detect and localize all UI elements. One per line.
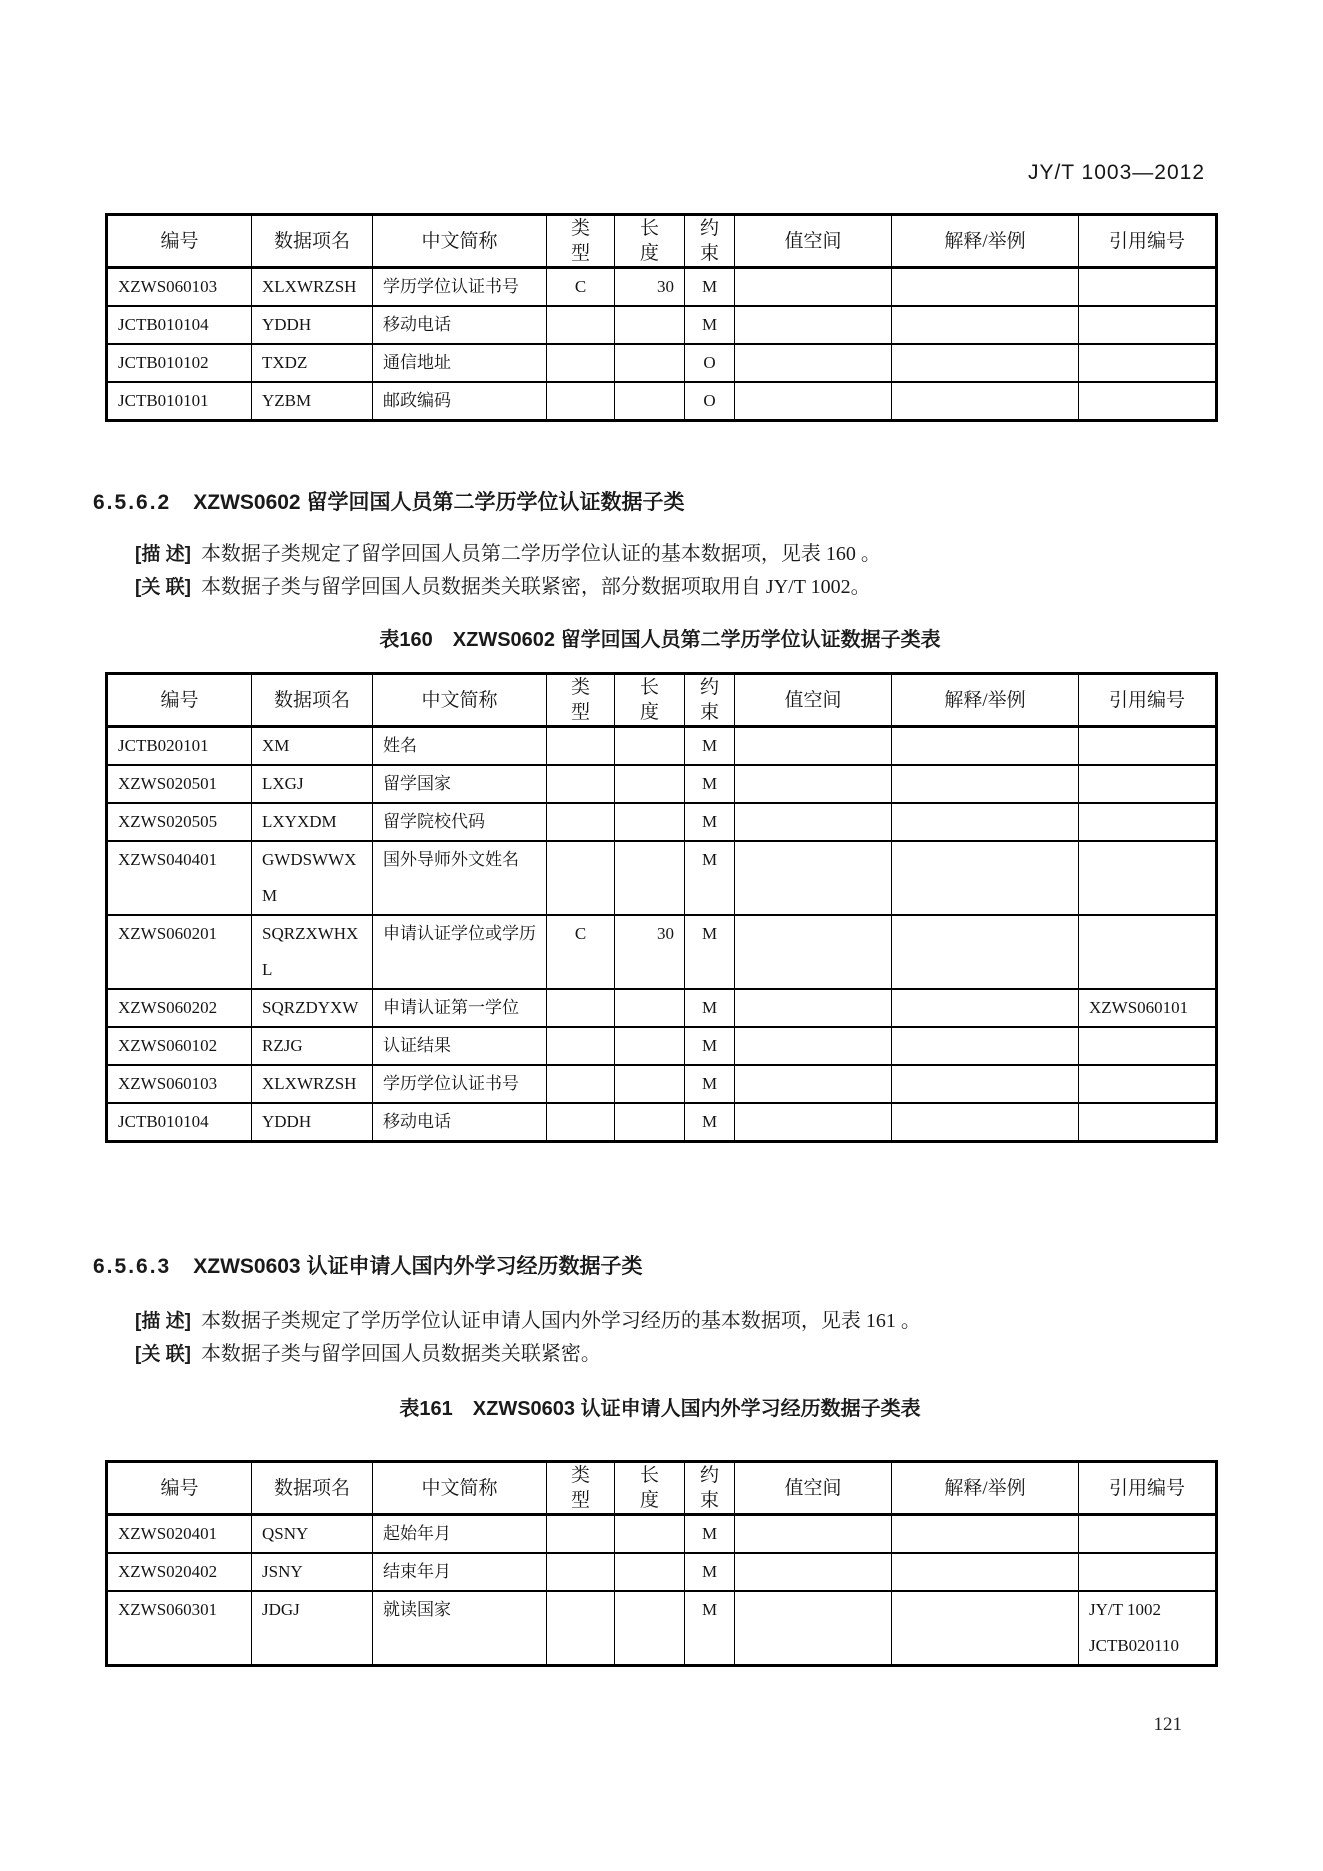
table-cell bbox=[735, 765, 892, 803]
table-cell bbox=[735, 915, 892, 989]
table-row bbox=[107, 727, 1217, 766]
table-cell: 结束年月 bbox=[373, 1553, 547, 1591]
column-header: 长度 bbox=[615, 215, 685, 268]
table-cell bbox=[615, 382, 685, 421]
table-cell: XZWS060101 bbox=[1079, 989, 1217, 1027]
table-cell bbox=[735, 841, 892, 915]
table-cell: JY/T 1002 JCTB020110 bbox=[1079, 1591, 1217, 1666]
table-cell bbox=[735, 1515, 892, 1554]
table-cell: M bbox=[685, 1553, 735, 1591]
table-cell: C bbox=[547, 268, 615, 307]
table-cell: GWDSWWXM bbox=[252, 841, 373, 915]
table-cell: YDDH bbox=[252, 306, 373, 344]
table-cell: 邮政编码 bbox=[373, 382, 547, 421]
section-number: 6.5.6.2 bbox=[93, 491, 172, 514]
column-header: 数据项名 bbox=[252, 215, 373, 268]
table-row bbox=[107, 989, 1217, 1027]
table-cell bbox=[892, 1553, 1079, 1591]
column-header: 约束 bbox=[685, 1462, 735, 1515]
table-cell: 30 bbox=[615, 268, 685, 307]
table-cell bbox=[892, 1027, 1079, 1065]
table-cell: 留学院校代码 bbox=[373, 803, 547, 841]
header-row bbox=[107, 215, 1217, 268]
paragraph-text: 本数据子类规定了学历学位认证申请人国内外学习经历的基本数据项，见表 161 。 bbox=[200, 1310, 921, 1332]
table-cell bbox=[547, 1591, 615, 1666]
table-cell: JSNY bbox=[252, 1553, 373, 1591]
table-cell: 就读国家 bbox=[373, 1591, 547, 1666]
table-row bbox=[107, 1515, 1217, 1554]
table-cell bbox=[547, 803, 615, 841]
table-cell bbox=[547, 1065, 615, 1103]
column-header: 编号 bbox=[107, 1462, 252, 1515]
table-cell bbox=[735, 1553, 892, 1591]
table-cell: JCTB010104 bbox=[107, 1103, 252, 1142]
table-cell: M bbox=[685, 915, 735, 989]
table-cell: XZWS060202 bbox=[107, 989, 252, 1027]
table-cell bbox=[1079, 344, 1217, 382]
table-cell bbox=[735, 1027, 892, 1065]
table-cell bbox=[547, 727, 615, 766]
table-cell: M bbox=[685, 1027, 735, 1065]
table-cell: JCTB010102 bbox=[107, 344, 252, 382]
column-header: 解释/举例 bbox=[892, 215, 1079, 268]
table-row bbox=[107, 268, 1217, 307]
table-cell: JCTB010101 bbox=[107, 382, 252, 421]
table-cell bbox=[547, 306, 615, 344]
table-row bbox=[107, 1065, 1217, 1103]
table-cell bbox=[892, 727, 1079, 766]
table-cell: M bbox=[685, 1515, 735, 1554]
table-cell bbox=[1079, 915, 1217, 989]
data-table-continued bbox=[105, 213, 1218, 422]
table-cell: O bbox=[685, 344, 735, 382]
column-header: 中文简称 bbox=[373, 215, 547, 268]
table-cell: 国外导师外文姓名 bbox=[373, 841, 547, 915]
table-cell: M bbox=[685, 841, 735, 915]
table-cell: M bbox=[685, 1065, 735, 1103]
table-cell: M bbox=[685, 727, 735, 766]
table-cell bbox=[1079, 1553, 1217, 1591]
table-cell: JCTB020101 bbox=[107, 727, 252, 766]
column-header: 数据项名 bbox=[252, 674, 373, 727]
table-cell: XZWS020501 bbox=[107, 765, 252, 803]
table-cell: 申请认证第一学位 bbox=[373, 989, 547, 1027]
paragraph-label: [关 联] bbox=[135, 1344, 191, 1365]
table-cell: QSNY bbox=[252, 1515, 373, 1554]
column-header: 引用编号 bbox=[1079, 674, 1217, 727]
table-cell bbox=[735, 1103, 892, 1142]
table-cell: XZWS020401 bbox=[107, 1515, 252, 1554]
table-cell bbox=[892, 382, 1079, 421]
table-caption-160 bbox=[105, 623, 1215, 652]
table-caption-title: XZWS0602 留学回国人员第二学历学位认证数据子类表 bbox=[452, 629, 941, 651]
table-cell: YZBM bbox=[252, 382, 373, 421]
table-cell: 姓名 bbox=[373, 727, 547, 766]
column-header: 类型 bbox=[547, 215, 615, 268]
table-cell bbox=[735, 803, 892, 841]
table-cell: 起始年月 bbox=[373, 1515, 547, 1554]
table-cell bbox=[1079, 765, 1217, 803]
paragraph-label: [关 联] bbox=[135, 577, 191, 598]
standard-code: JY/T 1003—2012 bbox=[1027, 161, 1205, 184]
table-cell bbox=[892, 765, 1079, 803]
column-header: 解释/举例 bbox=[892, 1462, 1079, 1515]
relation-paragraph bbox=[135, 570, 871, 599]
table-cell: M bbox=[685, 803, 735, 841]
table-cell: RZJG bbox=[252, 1027, 373, 1065]
table-cell: XLXWRZSH bbox=[252, 268, 373, 307]
table-cell bbox=[547, 1515, 615, 1554]
table-caption-161 bbox=[105, 1392, 1215, 1421]
table-cell bbox=[735, 344, 892, 382]
column-header: 长度 bbox=[615, 1462, 685, 1515]
table-cell: LXYXDM bbox=[252, 803, 373, 841]
paragraph-text: 本数据子类规定了留学回国人员第二学历学位认证的基本数据项，见表 160 。 bbox=[200, 543, 881, 565]
table-row bbox=[107, 1103, 1217, 1142]
table-caption-number: 表161 bbox=[399, 1398, 453, 1420]
table-cell bbox=[615, 727, 685, 766]
table-cell: SQRZXWHXL bbox=[252, 915, 373, 989]
table-cell bbox=[615, 1027, 685, 1065]
column-header: 约束 bbox=[685, 215, 735, 268]
table-cell: XZWS020402 bbox=[107, 1553, 252, 1591]
column-header: 中文简称 bbox=[373, 674, 547, 727]
column-header: 约束 bbox=[685, 674, 735, 727]
table-cell: SQRZDYXW bbox=[252, 989, 373, 1027]
table-cell bbox=[892, 306, 1079, 344]
table-cell: M bbox=[685, 989, 735, 1027]
table-cell: XZWS060102 bbox=[107, 1027, 252, 1065]
table-cell bbox=[1079, 727, 1217, 766]
table-row bbox=[107, 803, 1217, 841]
table-cell: 学历学位认证书号 bbox=[373, 268, 547, 307]
table-row bbox=[107, 1553, 1217, 1591]
table-cell bbox=[735, 382, 892, 421]
section-heading-6-5-6-2 bbox=[93, 486, 684, 516]
table-cell bbox=[615, 1591, 685, 1666]
table-cell bbox=[1079, 382, 1217, 421]
table-cell bbox=[1079, 841, 1217, 915]
table-cell bbox=[892, 344, 1079, 382]
table-cell bbox=[892, 1515, 1079, 1554]
table-cell bbox=[615, 1103, 685, 1142]
table-cell: O bbox=[685, 382, 735, 421]
table-cell bbox=[892, 268, 1079, 307]
column-header: 值空间 bbox=[735, 674, 892, 727]
table-cell: XLXWRZSH bbox=[252, 1065, 373, 1103]
table-cell bbox=[735, 306, 892, 344]
data-table-160 bbox=[105, 672, 1218, 1143]
paragraph-label: [描 述] bbox=[135, 1311, 191, 1332]
section-title: XZWS0602 留学回国人员第二学历学位认证数据子类 bbox=[193, 491, 685, 514]
column-header: 引用编号 bbox=[1079, 1462, 1217, 1515]
table-cell bbox=[615, 989, 685, 1027]
table-cell bbox=[547, 989, 615, 1027]
table-cell: 申请认证学位或学历 bbox=[373, 915, 547, 989]
table-cell: XM bbox=[252, 727, 373, 766]
table-cell bbox=[547, 841, 615, 915]
table-cell: XZWS040401 bbox=[107, 841, 252, 915]
table-cell bbox=[892, 841, 1079, 915]
table-cell bbox=[1079, 1515, 1217, 1554]
table-cell bbox=[892, 915, 1079, 989]
table-cell: TXDZ bbox=[252, 344, 373, 382]
table-cell bbox=[1079, 306, 1217, 344]
column-header: 编号 bbox=[107, 215, 252, 268]
table-cell: XZWS020505 bbox=[107, 803, 252, 841]
table-cell bbox=[1079, 268, 1217, 307]
table-cell bbox=[547, 1027, 615, 1065]
table-cell bbox=[547, 1553, 615, 1591]
column-header: 编号 bbox=[107, 674, 252, 727]
table-row bbox=[107, 306, 1217, 344]
table-cell bbox=[892, 803, 1079, 841]
table-row bbox=[107, 841, 1217, 915]
table-cell bbox=[615, 1553, 685, 1591]
table-cell bbox=[1079, 1027, 1217, 1065]
column-header: 长度 bbox=[615, 674, 685, 727]
column-header: 类型 bbox=[547, 674, 615, 727]
table-cell: JCTB010104 bbox=[107, 306, 252, 344]
table-cell bbox=[1079, 1103, 1217, 1142]
table-cell: C bbox=[547, 915, 615, 989]
table-cell: XZWS060301 bbox=[107, 1591, 252, 1666]
table-cell: M bbox=[685, 1103, 735, 1142]
table-cell: 移动电话 bbox=[373, 306, 547, 344]
table-cell bbox=[615, 841, 685, 915]
table-cell bbox=[735, 989, 892, 1027]
table-cell: XZWS060201 bbox=[107, 915, 252, 989]
table-cell bbox=[615, 1065, 685, 1103]
table-cell bbox=[735, 727, 892, 766]
table-cell: 留学国家 bbox=[373, 765, 547, 803]
table-caption-title: XZWS0603 认证申请人国内外学习经历数据子类表 bbox=[472, 1398, 921, 1420]
table-cell: M bbox=[685, 268, 735, 307]
table-cell: 认证结果 bbox=[373, 1027, 547, 1065]
paragraph-text: 本数据子类与留学回国人员数据类关联紧密。 bbox=[200, 1343, 601, 1365]
table-cell bbox=[892, 1591, 1079, 1666]
column-header: 值空间 bbox=[735, 215, 892, 268]
table-row bbox=[107, 1591, 1217, 1666]
table-row bbox=[107, 765, 1217, 803]
table-cell bbox=[892, 989, 1079, 1027]
table-cell: LXGJ bbox=[252, 765, 373, 803]
table-cell: M bbox=[685, 306, 735, 344]
table-caption-number: 表160 bbox=[379, 629, 433, 651]
table-cell bbox=[892, 1065, 1079, 1103]
table-row bbox=[107, 344, 1217, 382]
table-cell bbox=[547, 765, 615, 803]
column-header: 值空间 bbox=[735, 1462, 892, 1515]
table-cell: XZWS060103 bbox=[107, 1065, 252, 1103]
table-cell: 学历学位认证书号 bbox=[373, 1065, 547, 1103]
table-cell bbox=[735, 268, 892, 307]
table-cell bbox=[615, 344, 685, 382]
table-cell bbox=[547, 344, 615, 382]
section-number: 6.5.6.3 bbox=[93, 1255, 172, 1278]
column-header: 类型 bbox=[547, 1462, 615, 1515]
paragraph-label: [描 述] bbox=[135, 544, 191, 565]
table-row bbox=[107, 382, 1217, 421]
relation-paragraph bbox=[135, 1337, 601, 1366]
column-header: 引用编号 bbox=[1079, 215, 1217, 268]
data-table-161 bbox=[105, 1460, 1218, 1667]
section-heading-6-5-6-3 bbox=[93, 1250, 642, 1280]
column-header: 解释/举例 bbox=[892, 674, 1079, 727]
column-header: 中文简称 bbox=[373, 1462, 547, 1515]
page-number: 121 bbox=[1153, 1714, 1182, 1735]
table-cell: XZWS060103 bbox=[107, 268, 252, 307]
table-cell bbox=[735, 1591, 892, 1666]
table-cell bbox=[735, 1065, 892, 1103]
table-cell: JDGJ bbox=[252, 1591, 373, 1666]
table-row bbox=[107, 1027, 1217, 1065]
column-header: 数据项名 bbox=[252, 1462, 373, 1515]
table-cell bbox=[1079, 803, 1217, 841]
table-cell bbox=[547, 1103, 615, 1142]
table-cell: 30 bbox=[615, 915, 685, 989]
table-cell bbox=[547, 382, 615, 421]
table-cell: 移动电话 bbox=[373, 1103, 547, 1142]
table-cell bbox=[615, 306, 685, 344]
table-cell bbox=[1079, 1065, 1217, 1103]
paragraph-text: 本数据子类与留学回国人员数据类关联紧密，部分数据项取用自 JY/T 1002。 bbox=[200, 576, 871, 598]
table-cell: M bbox=[685, 765, 735, 803]
table-cell: M bbox=[685, 1591, 735, 1666]
section-title: XZWS0603 认证申请人国内外学习经历数据子类 bbox=[193, 1255, 643, 1278]
table-cell: 通信地址 bbox=[373, 344, 547, 382]
header-row bbox=[107, 1462, 1217, 1515]
header-row bbox=[107, 674, 1217, 727]
table-cell bbox=[615, 765, 685, 803]
table-cell: YDDH bbox=[252, 1103, 373, 1142]
description-paragraph bbox=[135, 1304, 921, 1333]
table-row bbox=[107, 915, 1217, 989]
table-cell bbox=[615, 1515, 685, 1554]
description-paragraph bbox=[135, 537, 881, 566]
table-cell bbox=[892, 1103, 1079, 1142]
table-cell bbox=[615, 803, 685, 841]
